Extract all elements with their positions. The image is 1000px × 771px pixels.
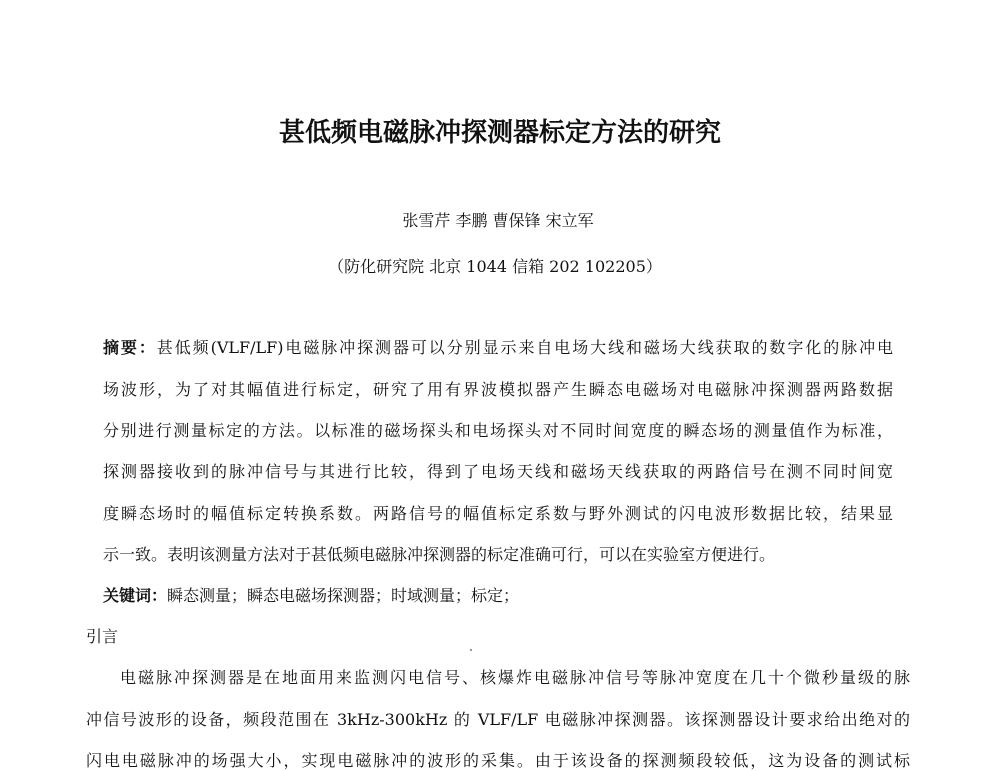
scan-speck (470, 649, 472, 651)
body-line: 电磁脉冲探测器是在地面用来监测闪电信号、核爆炸电磁脉冲信号等脉冲宽度在几十个微秒量级的脉 (120, 668, 910, 687)
abstract-text: 甚低频(VLF/LF)电磁脉冲探测器可以分别显示来自电场大线和磁场大线获取的数字化的脉冲电 (156, 338, 893, 357)
body-line: 冲信号波形的设备，频段范围在 3kHz-300kHz 的 VLF/LF 电磁脉冲探测器。该探测器设计要求给出绝对的 (86, 710, 910, 729)
body-line: 闪电电磁脉冲的场强大小，实现电磁脉冲的波形的采集。由于该设备的探测频段较低，这为设备的测试标 (86, 751, 910, 770)
abstract-label: 摘要： (103, 338, 157, 357)
author-list: 张雪芹 李鹏 曹保锋 宋立军 (402, 211, 594, 230)
abstract-line: 场波形，为了对其幅值进行标定，研究了用有界波模拟器产生瞬态电磁场对电磁脉冲探测器两路数据 (103, 380, 893, 399)
keywords-text: 瞬态测量；瞬态电磁场探测器；时域测量；标定； (167, 586, 520, 605)
abstract-line: 探测器接收到的脉冲信号与其进行比较，得到了电场天线和磁场天线获取的两路信号在测不同时间宽 (103, 462, 893, 481)
keywords-line (103, 583, 519, 606)
keywords-label: 关键词： (103, 586, 168, 605)
abstract-line: 分别进行测量标定的方法。以标准的磁场探头和电场探头对不同时间宽度的瞬态场的测量值作为标准， (103, 421, 893, 440)
abstract-line (103, 335, 893, 358)
author-affiliation: （防化研究院 北京 1044 信箱 202 102205） (328, 257, 662, 276)
abstract-line: 示一致。表明该测量方法对于甚低频电磁脉冲探测器的标定准确可行，可以在实验室方便进行。 (103, 545, 776, 564)
section-heading-introduction: 引言 (86, 627, 119, 646)
abstract-line: 度瞬态场时的幅值标定转换系数。两路信号的幅值标定系数与野外测试的闪电波形数据比较，结果显 (103, 504, 893, 523)
paper-title: 甚低频电磁脉冲探测器标定方法的研究 (278, 118, 721, 148)
